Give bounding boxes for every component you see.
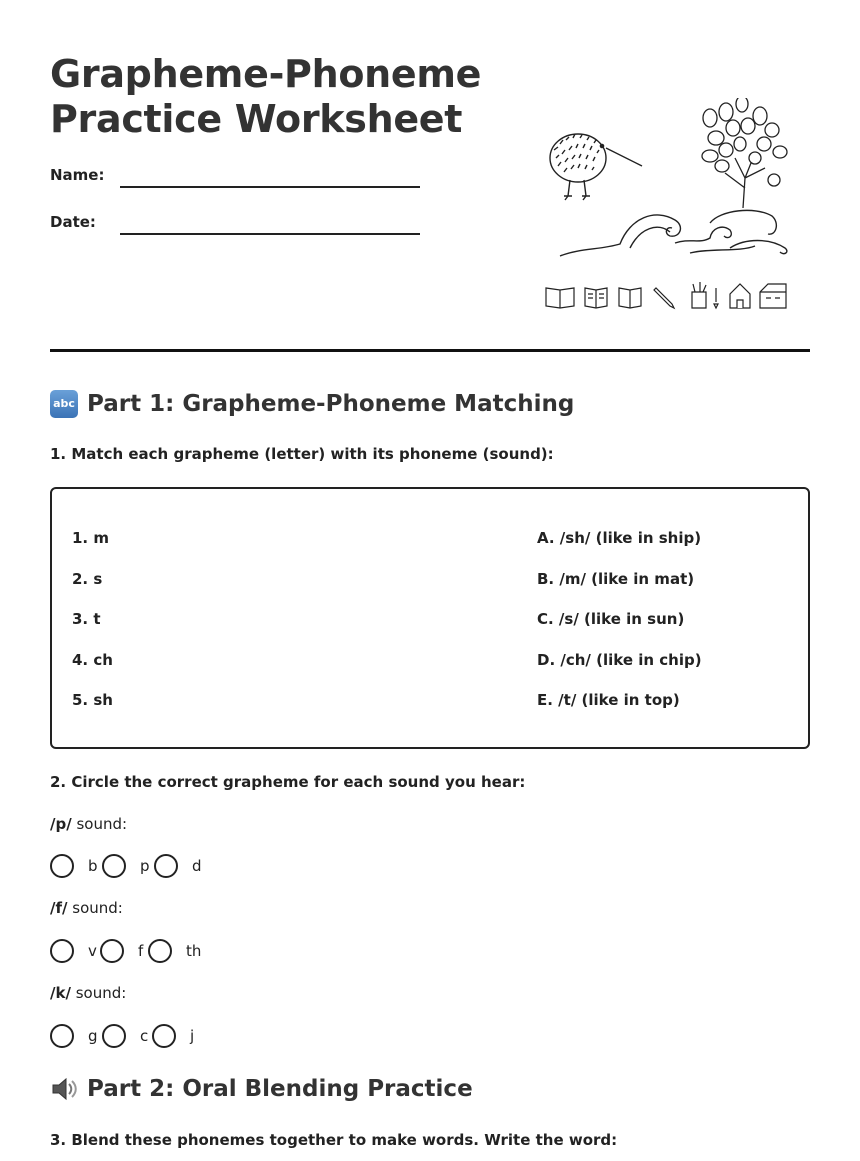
answer-circle[interactable] <box>50 1024 74 1048</box>
answer-option[interactable] <box>102 1024 148 1048</box>
sound-suffix: sound: <box>75 984 127 1002</box>
school-icon <box>760 284 786 308</box>
answer-option[interactable] <box>50 939 97 963</box>
answer-option[interactable] <box>50 854 98 878</box>
question-3: 3. Blend these phonemes together to make words. Write the word: <box>50 1131 618 1149</box>
option-label: f <box>138 942 144 960</box>
answer-option[interactable] <box>102 854 150 878</box>
phoneme-item: D. /ch/ (like in chip) <box>537 651 702 669</box>
sound-label-f <box>50 899 123 917</box>
page-title <box>50 52 490 142</box>
answer-circle[interactable] <box>50 854 74 878</box>
house-icon <box>730 284 750 308</box>
option-label: v <box>88 942 97 960</box>
header-divider <box>50 349 810 352</box>
option-label: b <box>88 857 98 875</box>
sound-label-k <box>50 984 126 1002</box>
phoneme-item: E. /t/ (like in top) <box>537 691 680 709</box>
title-line-1: Grapheme-Phoneme <box>50 52 482 96</box>
name-label: Name: <box>50 166 105 184</box>
answer-option[interactable] <box>100 939 143 963</box>
tree-icon <box>702 98 787 208</box>
part2-heading-text: Part 2: Oral Blending Practice <box>87 1076 473 1102</box>
matching-box <box>50 487 810 749</box>
phoneme-item: C. /s/ (like in sun) <box>537 610 685 628</box>
option-label: g <box>88 1027 98 1045</box>
answer-circle[interactable] <box>154 854 178 878</box>
book-outline-icon <box>619 288 641 308</box>
option-label: c <box>140 1027 149 1045</box>
phoneme-item: B. /m/ (like in mat) <box>537 570 695 588</box>
option-label: j <box>190 1027 195 1045</box>
pencil-icon <box>654 288 674 308</box>
answer-circle[interactable] <box>102 1024 126 1048</box>
answer-option[interactable] <box>152 1024 194 1048</box>
title-line-2: Practice Worksheet <box>50 97 463 141</box>
answer-option[interactable] <box>148 939 201 963</box>
answer-option[interactable] <box>154 854 202 878</box>
speaker-icon <box>50 1075 78 1103</box>
open-book-icon <box>585 288 607 308</box>
answer-circle[interactable] <box>102 854 126 878</box>
sound-label-p <box>50 815 127 833</box>
name-field[interactable] <box>50 166 420 190</box>
option-label: p <box>140 857 150 875</box>
date-field[interactable] <box>50 213 420 237</box>
abc-icon: abc <box>50 390 78 418</box>
name-line[interactable] <box>120 186 420 188</box>
grapheme-item: 2. s <box>72 570 103 588</box>
waves-icon <box>560 210 787 256</box>
part1-heading <box>50 390 574 418</box>
grapheme-item: 3. t <box>72 610 101 628</box>
part1-heading-text: Part 1: Grapheme-Phoneme Matching <box>87 391 575 417</box>
grapheme-item: 5. sh <box>72 691 113 709</box>
sound-suffix: sound: <box>72 899 123 917</box>
answer-circle[interactable] <box>50 939 74 963</box>
question-2: 2. Circle the correct grapheme for each sound you hear: <box>50 773 526 791</box>
grapheme-item: 4. ch <box>72 651 113 669</box>
option-label: th <box>186 942 202 960</box>
sound-symbol: /k/ <box>50 984 71 1002</box>
worksheet-illustration <box>540 98 795 313</box>
kiwi-bird-icon <box>550 134 642 200</box>
question-1: 1. Match each grapheme (letter) with its phoneme (sound): <box>50 445 554 463</box>
sound-symbol: /f/ <box>50 899 68 917</box>
answer-circle[interactable] <box>152 1024 176 1048</box>
date-label: Date: <box>50 213 96 231</box>
answer-circle[interactable] <box>148 939 172 963</box>
sound-suffix: sound: <box>76 815 128 833</box>
answer-option[interactable] <box>50 1024 98 1048</box>
date-line[interactable] <box>120 233 420 235</box>
option-label: d <box>192 857 202 875</box>
answer-circle[interactable] <box>100 939 124 963</box>
grapheme-item: 1. m <box>72 529 109 547</box>
phoneme-item: A. /sh/ (like in ship) <box>537 529 702 547</box>
part2-heading <box>50 1075 473 1103</box>
sound-symbol: /p/ <box>50 815 72 833</box>
pencil-cup-icon <box>692 282 718 308</box>
book-icon <box>546 288 574 308</box>
